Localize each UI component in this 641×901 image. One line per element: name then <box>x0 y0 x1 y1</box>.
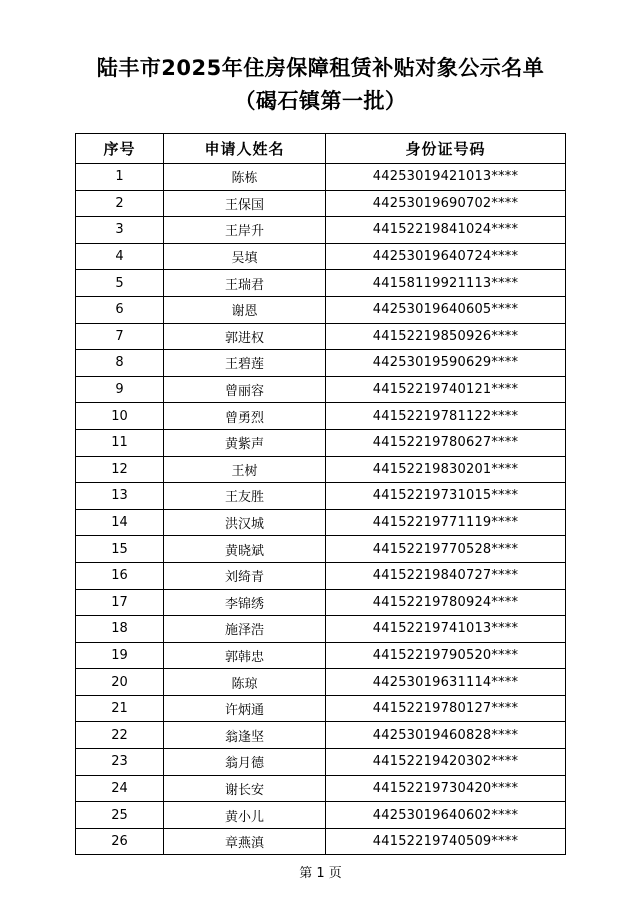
page-number: 第 1 页 <box>299 866 342 881</box>
row-id: 44152219741013**** <box>326 616 566 643</box>
row-serial-number: 3 <box>76 217 164 244</box>
row-applicant-name: 刘绮青 <box>164 562 326 589</box>
table-row <box>76 270 566 297</box>
row-applicant-name: 黄紫声 <box>164 429 326 456</box>
row-id: 44152219790520**** <box>326 642 566 669</box>
row-applicant-name: 翁逢坚 <box>164 722 326 749</box>
row-id: 44152219781122**** <box>326 403 566 430</box>
row-id: 44253019421013**** <box>326 164 566 191</box>
row-applicant-name: 黄小儿 <box>164 802 326 829</box>
row-id: 44152219740509**** <box>326 828 566 855</box>
row-applicant-name: 施泽浩 <box>164 616 326 643</box>
table-row <box>76 642 566 669</box>
title-line2: （碣石镇第一批） <box>234 89 407 113</box>
table-row <box>76 190 566 217</box>
row-applicant-name: 吴填 <box>164 243 326 270</box>
row-id: 44152219771119**** <box>326 509 566 536</box>
row-applicant-name: 王碧莲 <box>164 350 326 377</box>
row-id: 44152219850926**** <box>326 323 566 350</box>
table-row <box>76 669 566 696</box>
row-id: 44152219740121**** <box>326 376 566 403</box>
table-row <box>76 775 566 802</box>
row-applicant-name: 许炳通 <box>164 695 326 722</box>
header-applicant-name: 申请人姓名 <box>164 134 326 164</box>
row-id: 44158119921113**** <box>326 270 566 297</box>
table-row <box>76 616 566 643</box>
row-serial-number: 25 <box>76 802 164 829</box>
row-applicant-name: 曾丽容 <box>164 376 326 403</box>
row-serial-number: 7 <box>76 323 164 350</box>
row-serial-number: 16 <box>76 562 164 589</box>
row-serial-number: 12 <box>76 456 164 483</box>
header-serial-number: 序号 <box>76 134 164 164</box>
row-applicant-name: 曾勇烈 <box>164 403 326 430</box>
row-id: 44253019590629**** <box>326 350 566 377</box>
row-serial-number: 26 <box>76 828 164 855</box>
header-id-number: 身份证号码 <box>326 134 566 164</box>
table-row <box>76 749 566 776</box>
table-row <box>76 589 566 616</box>
row-applicant-name: 陈栋 <box>164 164 326 191</box>
row-serial-number: 15 <box>76 536 164 563</box>
row-id: 44253019640724**** <box>326 243 566 270</box>
row-id: 44152219770528**** <box>326 536 566 563</box>
table-row <box>76 164 566 191</box>
row-serial-number: 6 <box>76 296 164 323</box>
row-applicant-name: 翁月德 <box>164 749 326 776</box>
row-applicant-name: 郭进权 <box>164 323 326 350</box>
row-serial-number: 19 <box>76 642 164 669</box>
row-id: 44152219780924**** <box>326 589 566 616</box>
row-id: 44152219730420**** <box>326 775 566 802</box>
table-row <box>76 722 566 749</box>
row-applicant-name: 王岸升 <box>164 217 326 244</box>
row-serial-number: 11 <box>76 429 164 456</box>
table-row <box>76 828 566 855</box>
row-applicant-name: 谢恩 <box>164 296 326 323</box>
row-serial-number: 1 <box>76 164 164 191</box>
page-title <box>0 52 641 118</box>
row-applicant-name: 王保国 <box>164 190 326 217</box>
table-row <box>76 296 566 323</box>
table-row <box>76 802 566 829</box>
row-serial-number: 24 <box>76 775 164 802</box>
row-id: 44253019460828**** <box>326 722 566 749</box>
row-id: 44253019631114**** <box>326 669 566 696</box>
row-serial-number: 2 <box>76 190 164 217</box>
row-id: 44152219780127**** <box>326 695 566 722</box>
title-line1: 陆丰市2025年住房保障租赁补贴对象公示名单 <box>96 56 545 80</box>
row-serial-number: 4 <box>76 243 164 270</box>
table-row <box>76 456 566 483</box>
table-row <box>76 509 566 536</box>
table-row <box>76 243 566 270</box>
row-serial-number: 13 <box>76 483 164 510</box>
row-id: 44152219840727**** <box>326 562 566 589</box>
row-serial-number: 10 <box>76 403 164 430</box>
row-serial-number: 14 <box>76 509 164 536</box>
row-serial-number: 20 <box>76 669 164 696</box>
row-applicant-name: 谢长安 <box>164 775 326 802</box>
row-id: 44152219420302**** <box>326 749 566 776</box>
table-header-row <box>76 134 566 164</box>
row-applicant-name: 李锦绣 <box>164 589 326 616</box>
row-applicant-name: 陈琼 <box>164 669 326 696</box>
table-row <box>76 350 566 377</box>
row-applicant-name: 洪汉城 <box>164 509 326 536</box>
row-id: 44253019690702**** <box>326 190 566 217</box>
table-row <box>76 217 566 244</box>
table-row <box>76 536 566 563</box>
row-applicant-name: 王树 <box>164 456 326 483</box>
row-serial-number: 9 <box>76 376 164 403</box>
row-applicant-name: 黄晓斌 <box>164 536 326 563</box>
table-row <box>76 695 566 722</box>
row-applicant-name: 章燕滇 <box>164 828 326 855</box>
row-serial-number: 21 <box>76 695 164 722</box>
row-id: 44152219780627**** <box>326 429 566 456</box>
row-serial-number: 5 <box>76 270 164 297</box>
table-row <box>76 429 566 456</box>
row-id: 44152219731015**** <box>326 483 566 510</box>
table-row <box>76 376 566 403</box>
table-row <box>76 562 566 589</box>
row-applicant-name: 郭韩忠 <box>164 642 326 669</box>
table-row <box>76 323 566 350</box>
table-row <box>76 403 566 430</box>
row-serial-number: 17 <box>76 589 164 616</box>
row-id: 44253019640602**** <box>326 802 566 829</box>
row-serial-number: 18 <box>76 616 164 643</box>
row-id: 44152219841024**** <box>326 217 566 244</box>
row-id: 44152219830201**** <box>326 456 566 483</box>
row-id: 44253019640605**** <box>326 296 566 323</box>
row-serial-number: 22 <box>76 722 164 749</box>
row-applicant-name: 王瑞君 <box>164 270 326 297</box>
row-applicant-name: 王友胜 <box>164 483 326 510</box>
row-serial-number: 23 <box>76 749 164 776</box>
table-row <box>76 483 566 510</box>
row-serial-number: 8 <box>76 350 164 377</box>
recipients-table <box>75 133 566 855</box>
